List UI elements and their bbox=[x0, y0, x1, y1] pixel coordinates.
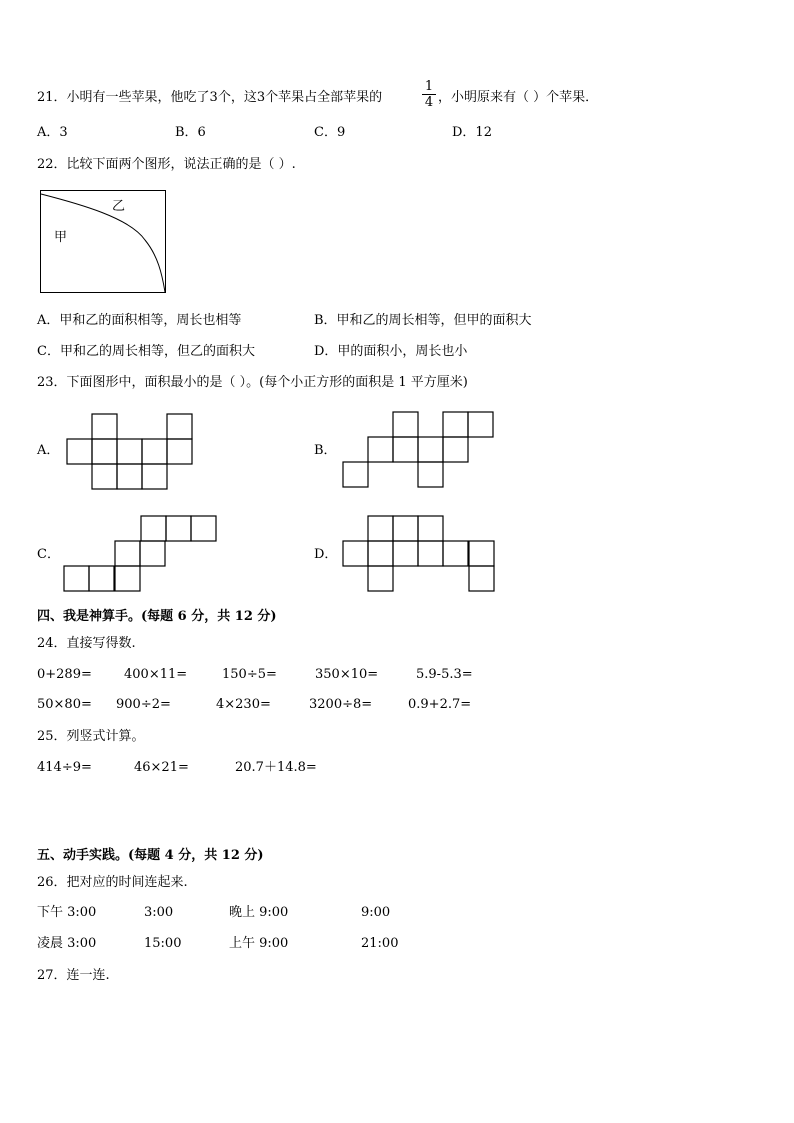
q24-item: 3200÷8= bbox=[309, 697, 373, 712]
q21-fraction bbox=[422, 80, 436, 109]
section5-heading: 五、动手实践。(每题 4 分，共 12 分) bbox=[37, 848, 264, 863]
q22-option-a: A．甲和乙的面积相等，周长也相等 bbox=[37, 313, 242, 328]
q26-item: 9:00 bbox=[361, 905, 391, 920]
fraction-denominator: 4 bbox=[424, 95, 434, 110]
q21-option-a: A．3 bbox=[37, 125, 68, 140]
q22-stem: 22．比较下面两个图形，说法正确的是（ ）. bbox=[37, 157, 296, 172]
q25-item: 46×21= bbox=[134, 760, 189, 775]
q21-stem-post: ，小明原来有（ ）个苹果． bbox=[438, 90, 599, 105]
q26-item: 晚上 9:00 bbox=[229, 905, 289, 920]
q24-item: 350×10= bbox=[315, 667, 379, 682]
q24-item: 900÷2= bbox=[116, 697, 171, 712]
q26-item: 上午 9:00 bbox=[229, 936, 289, 951]
q22-label-yi: 乙 bbox=[112, 199, 126, 214]
q26-item: 21:00 bbox=[361, 936, 399, 951]
q24-item: 50×80= bbox=[37, 697, 92, 712]
q27-stem: 27．连一连. bbox=[37, 968, 110, 983]
q25-item: 414÷9= bbox=[37, 760, 92, 775]
q24-item: 4×230= bbox=[216, 697, 271, 712]
q23-figure-a bbox=[67, 414, 194, 491]
q24-item: 0+289= bbox=[37, 667, 92, 682]
q22-option-b: B．甲和乙的周长相等，但甲的面积大 bbox=[314, 313, 532, 328]
q23-figure-d bbox=[343, 516, 497, 593]
q26-item: 下午 3:00 bbox=[37, 905, 97, 920]
q25-item: 20.7＋14.8= bbox=[235, 760, 317, 775]
q24-item: 5.9-5.3= bbox=[416, 667, 473, 682]
q23-label-c: C． bbox=[37, 547, 60, 562]
q26-item: 15:00 bbox=[144, 936, 182, 951]
q24-item: 400×11= bbox=[124, 667, 188, 682]
q23-figure-b bbox=[343, 412, 493, 489]
q23-figure-c bbox=[64, 516, 218, 593]
q21-stem-pre: 21．小明有一些苹果，他吃了3个，这3个苹果占全部苹果的 bbox=[37, 90, 383, 105]
q23-label-b: B． bbox=[314, 443, 337, 458]
q24-item: 150÷5= bbox=[222, 667, 277, 682]
q23-label-d: D． bbox=[314, 547, 338, 562]
q25-stem: 25．列竖式计算。 bbox=[37, 729, 145, 744]
q24-stem: 24．直接写得数. bbox=[37, 636, 136, 651]
q26-stem: 26．把对应的时间连起来. bbox=[37, 875, 188, 890]
q23-stem: 23．下面图形中，面积最小的是（ ）。(每个小正方形的面积是 1 平方厘米) bbox=[37, 375, 468, 390]
q22-option-c: C．甲和乙的周长相等，但乙的面积大 bbox=[37, 344, 255, 359]
q26-item: 凌晨 3:00 bbox=[37, 936, 97, 951]
q21-option-c: C．9 bbox=[314, 125, 346, 140]
q21-option-d: D．12 bbox=[452, 125, 492, 140]
section4-heading: 四、我是神算手。(每题 6 分，共 12 分) bbox=[37, 609, 277, 624]
q21-option-b: B．6 bbox=[175, 125, 206, 140]
q24-item: 0.9+2.7= bbox=[408, 697, 472, 712]
q22-label-jia: 甲 bbox=[54, 230, 68, 245]
q23-label-a: A． bbox=[37, 443, 60, 458]
q26-item: 3:00 bbox=[144, 905, 174, 920]
q22-option-d: D．甲的面积小，周长也小 bbox=[314, 344, 468, 359]
fraction-numerator: 1 bbox=[424, 79, 434, 94]
